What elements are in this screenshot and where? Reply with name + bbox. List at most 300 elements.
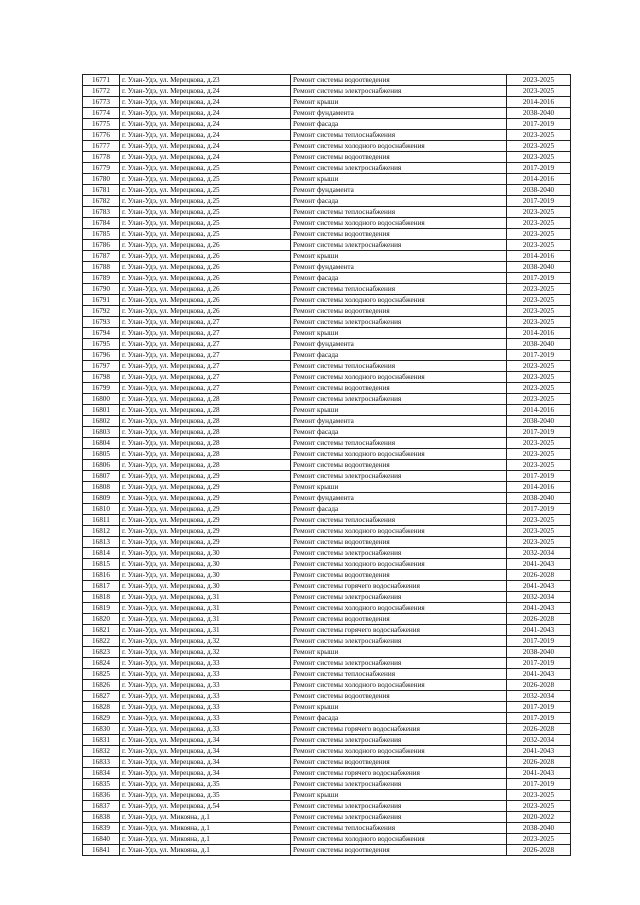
period-cell: 2032-2034 [507, 735, 571, 746]
address-cell: г. Улан-Удэ, ул. Мерецкова, д.27 [120, 372, 291, 383]
table-row [83, 174, 571, 185]
period-cell: 2041-2043 [507, 746, 571, 757]
work-type-cell: Ремонт системы электроснабжения [291, 163, 507, 174]
address-cell: г. Улан-Удэ, ул. Мерецкова, д.25 [120, 174, 291, 185]
period-cell: 2023-2025 [507, 130, 571, 141]
table-row [83, 163, 571, 174]
work-type-cell: Ремонт системы теплоснабжения [291, 130, 507, 141]
work-type-cell: Ремонт системы электроснабжения [291, 86, 507, 97]
work-type-cell: Ремонт системы холодного водоснабжения [291, 834, 507, 845]
work-type-cell: Ремонт фундамента [291, 493, 507, 504]
address-cell: г. Улан-Удэ, ул. Мерецкова, д.25 [120, 207, 291, 218]
row-number: 16827 [83, 691, 120, 702]
work-type-cell: Ремонт системы теплоснабжения [291, 207, 507, 218]
work-type-cell: Ремонт системы водоотведения [291, 614, 507, 625]
work-type-cell: Ремонт системы холодного водоснабжения [291, 372, 507, 383]
period-cell: 2023-2025 [507, 295, 571, 306]
work-type-cell: Ремонт фундамента [291, 185, 507, 196]
work-type-cell: Ремонт системы электроснабжения [291, 636, 507, 647]
address-cell: г. Улан-Удэ, ул. Мерецкова, д.29 [120, 526, 291, 537]
table-row [83, 372, 571, 383]
address-cell: г. Улан-Удэ, ул. Мерецкова, д.33 [120, 702, 291, 713]
row-number: 16813 [83, 537, 120, 548]
work-type-cell: Ремонт фасада [291, 427, 507, 438]
row-number: 16789 [83, 273, 120, 284]
table-row [83, 97, 571, 108]
table-row [83, 240, 571, 251]
row-number: 16835 [83, 779, 120, 790]
row-number: 16797 [83, 361, 120, 372]
row-number: 16783 [83, 207, 120, 218]
row-number: 16822 [83, 636, 120, 647]
table-row [83, 801, 571, 812]
period-cell: 2038-2040 [507, 185, 571, 196]
work-type-cell: Ремонт системы электроснабжения [291, 592, 507, 603]
row-number: 16786 [83, 240, 120, 251]
table-row [83, 383, 571, 394]
work-type-cell: Ремонт фасада [291, 119, 507, 130]
row-number: 16792 [83, 306, 120, 317]
period-cell: 2017-2019 [507, 636, 571, 647]
row-number: 16832 [83, 746, 120, 757]
period-cell: 2014-2016 [507, 482, 571, 493]
row-number: 16829 [83, 713, 120, 724]
table-row [83, 603, 571, 614]
address-cell: г. Улан-Удэ, ул. Мерецкова, д.29 [120, 471, 291, 482]
row-number: 16790 [83, 284, 120, 295]
work-type-cell: Ремонт системы водоотведения [291, 845, 507, 856]
address-cell: г. Улан-Удэ, ул. Мерецкова, д.34 [120, 735, 291, 746]
period-cell: 2032-2034 [507, 548, 571, 559]
row-number: 16826 [83, 680, 120, 691]
work-type-cell: Ремонт системы холодного водоснабжения [291, 218, 507, 229]
period-cell: 2023-2025 [507, 240, 571, 251]
table-row [83, 262, 571, 273]
row-number: 16777 [83, 141, 120, 152]
row-number: 16828 [83, 702, 120, 713]
table-row [83, 339, 571, 350]
work-type-cell: Ремонт фундамента [291, 262, 507, 273]
row-number: 16809 [83, 493, 120, 504]
work-type-cell: Ремонт крыши [291, 790, 507, 801]
address-cell: г. Улан-Удэ, ул. Мерецкова, д.33 [120, 658, 291, 669]
work-type-cell: Ремонт крыши [291, 328, 507, 339]
period-cell: 2017-2019 [507, 427, 571, 438]
period-cell: 2017-2019 [507, 779, 571, 790]
table-row [83, 185, 571, 196]
address-cell: г. Улан-Удэ, ул. Мерецкова, д.30 [120, 548, 291, 559]
table-row [83, 218, 571, 229]
work-type-cell: Ремонт системы теплоснабжения [291, 438, 507, 449]
address-cell: г. Улан-Удэ, ул. Микояна, д.1 [120, 823, 291, 834]
period-cell: 2023-2025 [507, 526, 571, 537]
table-row [83, 284, 571, 295]
table-row [83, 823, 571, 834]
period-cell: 2023-2025 [507, 394, 571, 405]
address-cell: г. Улан-Удэ, ул. Мерецкова, д.25 [120, 218, 291, 229]
row-number: 16833 [83, 757, 120, 768]
row-number: 16817 [83, 581, 120, 592]
table-row [83, 306, 571, 317]
table-row [83, 152, 571, 163]
period-cell: 2026-2028 [507, 614, 571, 625]
address-cell: г. Улан-Удэ, ул. Мерецкова, д.28 [120, 427, 291, 438]
address-cell: г. Улан-Удэ, ул. Мерецкова, д.34 [120, 757, 291, 768]
table-row [83, 790, 571, 801]
table-row [83, 768, 571, 779]
period-cell: 2023-2025 [507, 141, 571, 152]
address-cell: г. Улан-Удэ, ул. Мерецкова, д.30 [120, 559, 291, 570]
period-cell: 2023-2025 [507, 207, 571, 218]
work-type-cell: Ремонт системы электроснабжения [291, 812, 507, 823]
row-number: 16795 [83, 339, 120, 350]
work-type-cell: Ремонт системы электроснабжения [291, 779, 507, 790]
row-number: 16787 [83, 251, 120, 262]
work-type-cell: Ремонт системы водоотведения [291, 383, 507, 394]
table-row [83, 746, 571, 757]
period-cell: 2026-2028 [507, 680, 571, 691]
work-type-cell: Ремонт крыши [291, 174, 507, 185]
address-cell: г. Улан-Удэ, ул. Мерецкова, д.34 [120, 746, 291, 757]
table-row [83, 438, 571, 449]
work-type-cell: Ремонт системы горячего водоснабжения [291, 768, 507, 779]
work-type-cell: Ремонт системы электроснабжения [291, 801, 507, 812]
row-number: 16810 [83, 504, 120, 515]
row-number: 16816 [83, 570, 120, 581]
work-type-cell: Ремонт фундамента [291, 416, 507, 427]
table-row [83, 141, 571, 152]
row-number: 16793 [83, 317, 120, 328]
period-cell: 2017-2019 [507, 713, 571, 724]
address-cell: г. Улан-Удэ, ул. Мерецкова, д.27 [120, 328, 291, 339]
row-number: 16814 [83, 548, 120, 559]
address-cell: г. Улан-Удэ, ул. Мерецкова, д.27 [120, 383, 291, 394]
period-cell: 2023-2025 [507, 75, 571, 86]
period-cell: 2023-2025 [507, 218, 571, 229]
period-cell: 2026-2028 [507, 724, 571, 735]
period-cell: 2014-2016 [507, 174, 571, 185]
work-type-cell: Ремонт фундамента [291, 108, 507, 119]
address-cell: г. Улан-Удэ, ул. Микояна, д.1 [120, 845, 291, 856]
row-number: 16785 [83, 229, 120, 240]
work-type-cell: Ремонт системы водоотведения [291, 306, 507, 317]
table-row [83, 779, 571, 790]
address-cell: г. Улан-Удэ, ул. Мерецкова, д.26 [120, 295, 291, 306]
table-row [83, 251, 571, 262]
table-row [83, 724, 571, 735]
table-row [83, 449, 571, 460]
address-cell: г. Улан-Удэ, ул. Мерецкова, д.31 [120, 625, 291, 636]
row-number: 16836 [83, 790, 120, 801]
period-cell: 2038-2040 [507, 339, 571, 350]
period-cell: 2032-2034 [507, 691, 571, 702]
table-row [83, 416, 571, 427]
period-cell: 2026-2028 [507, 570, 571, 581]
table-row [83, 427, 571, 438]
work-type-cell: Ремонт системы холодного водоснабжения [291, 449, 507, 460]
row-number: 16780 [83, 174, 120, 185]
row-number: 16806 [83, 460, 120, 471]
row-number: 16776 [83, 130, 120, 141]
work-type-cell: Ремонт фасада [291, 504, 507, 515]
period-cell: 2014-2016 [507, 328, 571, 339]
row-number: 16772 [83, 86, 120, 97]
work-type-cell: Ремонт системы водоотведения [291, 460, 507, 471]
period-cell: 2038-2040 [507, 823, 571, 834]
table-row [83, 394, 571, 405]
address-cell: г. Улан-Удэ, ул. Мерецкова, д.29 [120, 504, 291, 515]
address-cell: г. Улан-Удэ, ул. Мерецкова, д.24 [120, 86, 291, 97]
table-row [83, 702, 571, 713]
address-cell: г. Улан-Удэ, ул. Мерецкова, д.33 [120, 669, 291, 680]
work-type-cell: Ремонт системы теплоснабжения [291, 669, 507, 680]
address-cell: г. Улан-Удэ, ул. Мерецкова, д.26 [120, 240, 291, 251]
row-number: 16782 [83, 196, 120, 207]
row-number: 16823 [83, 647, 120, 658]
row-number: 16825 [83, 669, 120, 680]
row-number: 16803 [83, 427, 120, 438]
address-cell: г. Улан-Удэ, ул. Мерецкова, д.29 [120, 482, 291, 493]
period-cell: 2023-2025 [507, 229, 571, 240]
row-number: 16784 [83, 218, 120, 229]
table-row [83, 515, 571, 526]
address-cell: г. Улан-Удэ, ул. Мерецкова, д.27 [120, 350, 291, 361]
table-row [83, 504, 571, 515]
work-type-cell: Ремонт системы холодного водоснабжения [291, 680, 507, 691]
row-number: 16831 [83, 735, 120, 746]
period-cell: 2023-2025 [507, 790, 571, 801]
table-row [83, 119, 571, 130]
period-cell: 2017-2019 [507, 273, 571, 284]
table-row [83, 526, 571, 537]
address-cell: г. Улан-Удэ, ул. Мерецкова, д.25 [120, 229, 291, 240]
address-cell: г. Улан-Удэ, ул. Мерецкова, д.29 [120, 493, 291, 504]
period-cell: 2023-2025 [507, 361, 571, 372]
period-cell: 2023-2025 [507, 537, 571, 548]
address-cell: г. Улан-Удэ, ул. Мерецкова, д.26 [120, 284, 291, 295]
address-cell: г. Улан-Удэ, ул. Мерецкова, д.24 [120, 141, 291, 152]
work-type-cell: Ремонт системы горячего водоснабжения [291, 581, 507, 592]
address-cell: г. Улан-Удэ, ул. Мерецкова, д.35 [120, 790, 291, 801]
address-cell: г. Улан-Удэ, ул. Мерецкова, д.27 [120, 317, 291, 328]
table-row [83, 812, 571, 823]
row-number: 16811 [83, 515, 120, 526]
table-row [83, 317, 571, 328]
table-row [83, 680, 571, 691]
row-number: 16799 [83, 383, 120, 394]
row-number: 16838 [83, 812, 120, 823]
table-row [83, 361, 571, 372]
row-number: 16775 [83, 119, 120, 130]
work-type-cell: Ремонт системы водоотведения [291, 152, 507, 163]
row-number: 16796 [83, 350, 120, 361]
row-number: 16812 [83, 526, 120, 537]
address-cell: г. Улан-Удэ, ул. Мерецкова, д.24 [120, 97, 291, 108]
row-number: 16773 [83, 97, 120, 108]
work-type-cell: Ремонт системы горячего водоснабжения [291, 625, 507, 636]
address-cell: г. Улан-Удэ, ул. Мерецкова, д.26 [120, 273, 291, 284]
work-type-cell: Ремонт системы теплоснабжения [291, 284, 507, 295]
period-cell: 2026-2028 [507, 757, 571, 768]
table-row [83, 581, 571, 592]
period-cell: 2038-2040 [507, 108, 571, 119]
period-cell: 2023-2025 [507, 383, 571, 394]
address-cell: г. Улан-Удэ, ул. Мерецкова, д.28 [120, 416, 291, 427]
row-number: 16818 [83, 592, 120, 603]
period-cell: 2023-2025 [507, 834, 571, 845]
address-cell: г. Улан-Удэ, ул. Мерецкова, д.32 [120, 636, 291, 647]
address-cell: г. Улан-Удэ, ул. Мерецкова, д.24 [120, 108, 291, 119]
table-row [83, 614, 571, 625]
work-type-cell: Ремонт системы холодного водоснабжения [291, 603, 507, 614]
period-cell: 2023-2025 [507, 438, 571, 449]
work-type-cell: Ремонт системы водоотведения [291, 229, 507, 240]
work-type-cell: Ремонт системы электроснабжения [291, 240, 507, 251]
address-cell: г. Улан-Удэ, ул. Мерецкова, д.23 [120, 75, 291, 86]
work-type-cell: Ремонт системы водоотведения [291, 75, 507, 86]
period-cell: 2023-2025 [507, 306, 571, 317]
work-type-cell: Ремонт системы водоотведения [291, 691, 507, 702]
address-cell: г. Улан-Удэ, ул. Мерецкова, д.27 [120, 361, 291, 372]
period-cell: 2041-2043 [507, 669, 571, 680]
work-type-cell: Ремонт системы водоотведения [291, 537, 507, 548]
work-type-cell: Ремонт системы холодного водоснабжения [291, 526, 507, 537]
address-cell: г. Улан-Удэ, ул. Мерецкова, д.31 [120, 603, 291, 614]
row-number: 16840 [83, 834, 120, 845]
table-row [83, 834, 571, 845]
period-cell: 2014-2016 [507, 405, 571, 416]
table-row [83, 713, 571, 724]
table-row [83, 537, 571, 548]
address-cell: г. Улан-Удэ, ул. Мерецкова, д.26 [120, 251, 291, 262]
table-row [83, 592, 571, 603]
work-type-cell: Ремонт системы теплоснабжения [291, 361, 507, 372]
work-type-cell: Ремонт системы холодного водоснабжения [291, 141, 507, 152]
row-number: 16788 [83, 262, 120, 273]
address-cell: г. Улан-Удэ, ул. Мерецкова, д.30 [120, 570, 291, 581]
table-row [83, 108, 571, 119]
row-number: 16774 [83, 108, 120, 119]
work-type-cell: Ремонт крыши [291, 702, 507, 713]
period-cell: 2014-2016 [507, 251, 571, 262]
row-number: 16771 [83, 75, 120, 86]
period-cell: 2032-2034 [507, 592, 571, 603]
table-row [83, 350, 571, 361]
period-cell: 2023-2025 [507, 449, 571, 460]
work-type-cell: Ремонт системы холодного водоснабжения [291, 295, 507, 306]
address-cell: г. Улан-Удэ, ул. Мерецкова, д.31 [120, 614, 291, 625]
period-cell: 2023-2025 [507, 801, 571, 812]
table-row [83, 207, 571, 218]
table-row [83, 130, 571, 141]
row-number: 16824 [83, 658, 120, 669]
work-type-cell: Ремонт системы теплоснабжения [291, 515, 507, 526]
work-type-cell: Ремонт системы электроснабжения [291, 317, 507, 328]
address-cell: г. Улан-Удэ, ул. Мерецкова, д.28 [120, 460, 291, 471]
address-cell: г. Улан-Удэ, ул. Мерецкова, д.26 [120, 262, 291, 273]
period-cell: 2038-2040 [507, 493, 571, 504]
row-number: 16805 [83, 449, 120, 460]
work-type-cell: Ремонт крыши [291, 97, 507, 108]
row-number: 16800 [83, 394, 120, 405]
table-row [83, 273, 571, 284]
work-type-cell: Ремонт фасада [291, 350, 507, 361]
table-row [83, 625, 571, 636]
period-cell: 2038-2040 [507, 416, 571, 427]
address-cell: г. Улан-Удэ, ул. Мерецкова, д.33 [120, 691, 291, 702]
address-cell: г. Улан-Удэ, ул. Мерецкова, д.27 [120, 339, 291, 350]
table-row [83, 482, 571, 493]
repair-schedule-table [82, 74, 571, 856]
address-cell: г. Улан-Удэ, ул. Мерецкова, д.33 [120, 680, 291, 691]
table-row [83, 229, 571, 240]
period-cell: 2023-2025 [507, 317, 571, 328]
row-number: 16801 [83, 405, 120, 416]
period-cell: 2017-2019 [507, 119, 571, 130]
table-row [83, 75, 571, 86]
table-row [83, 295, 571, 306]
address-cell: г. Улан-Удэ, ул. Мерецкова, д.35 [120, 779, 291, 790]
period-cell: 2041-2043 [507, 581, 571, 592]
work-type-cell: Ремонт системы холодного водоснабжения [291, 559, 507, 570]
table-row [83, 735, 571, 746]
period-cell: 2023-2025 [507, 152, 571, 163]
work-type-cell: Ремонт системы электроснабжения [291, 735, 507, 746]
period-cell: 2014-2016 [507, 97, 571, 108]
work-type-cell: Ремонт системы электроснабжения [291, 471, 507, 482]
row-number: 16841 [83, 845, 120, 856]
address-cell: г. Улан-Удэ, ул. Мерецкова, д.29 [120, 537, 291, 548]
address-cell: г. Улан-Удэ, ул. Мерецкова, д.54 [120, 801, 291, 812]
table-row [83, 647, 571, 658]
period-cell: 2038-2040 [507, 647, 571, 658]
table-row [83, 493, 571, 504]
work-type-cell: Ремонт системы водоотведения [291, 757, 507, 768]
period-cell: 2017-2019 [507, 350, 571, 361]
address-cell: г. Улан-Удэ, ул. Мерецкова, д.34 [120, 768, 291, 779]
address-cell: г. Улан-Удэ, ул. Мерецкова, д.33 [120, 724, 291, 735]
row-number: 16781 [83, 185, 120, 196]
row-number: 16807 [83, 471, 120, 482]
row-number: 16804 [83, 438, 120, 449]
row-number: 16808 [83, 482, 120, 493]
period-cell: 2023-2025 [507, 460, 571, 471]
address-cell: г. Улан-Удэ, ул. Мерецкова, д.32 [120, 647, 291, 658]
table-row [83, 328, 571, 339]
work-type-cell: Ремонт системы горячего водоснабжения [291, 724, 507, 735]
table-row [83, 757, 571, 768]
work-type-cell: Ремонт крыши [291, 482, 507, 493]
table-row [83, 669, 571, 680]
table-row [83, 691, 571, 702]
work-type-cell: Ремонт системы электроснабжения [291, 394, 507, 405]
work-type-cell: Ремонт системы холодного водоснабжения [291, 746, 507, 757]
work-type-cell: Ремонт фундамента [291, 339, 507, 350]
row-number: 16791 [83, 295, 120, 306]
address-cell: г. Улан-Удэ, ул. Мерецкова, д.28 [120, 394, 291, 405]
row-number: 16794 [83, 328, 120, 339]
row-number: 16779 [83, 163, 120, 174]
work-type-cell: Ремонт системы теплоснабжения [291, 823, 507, 834]
address-cell: г. Улан-Удэ, ул. Мерецкова, д.29 [120, 515, 291, 526]
period-cell: 2041-2043 [507, 768, 571, 779]
period-cell: 2023-2025 [507, 515, 571, 526]
row-number: 16819 [83, 603, 120, 614]
table-row [83, 658, 571, 669]
period-cell: 2017-2019 [507, 504, 571, 515]
table-row [83, 548, 571, 559]
period-cell: 2017-2019 [507, 658, 571, 669]
